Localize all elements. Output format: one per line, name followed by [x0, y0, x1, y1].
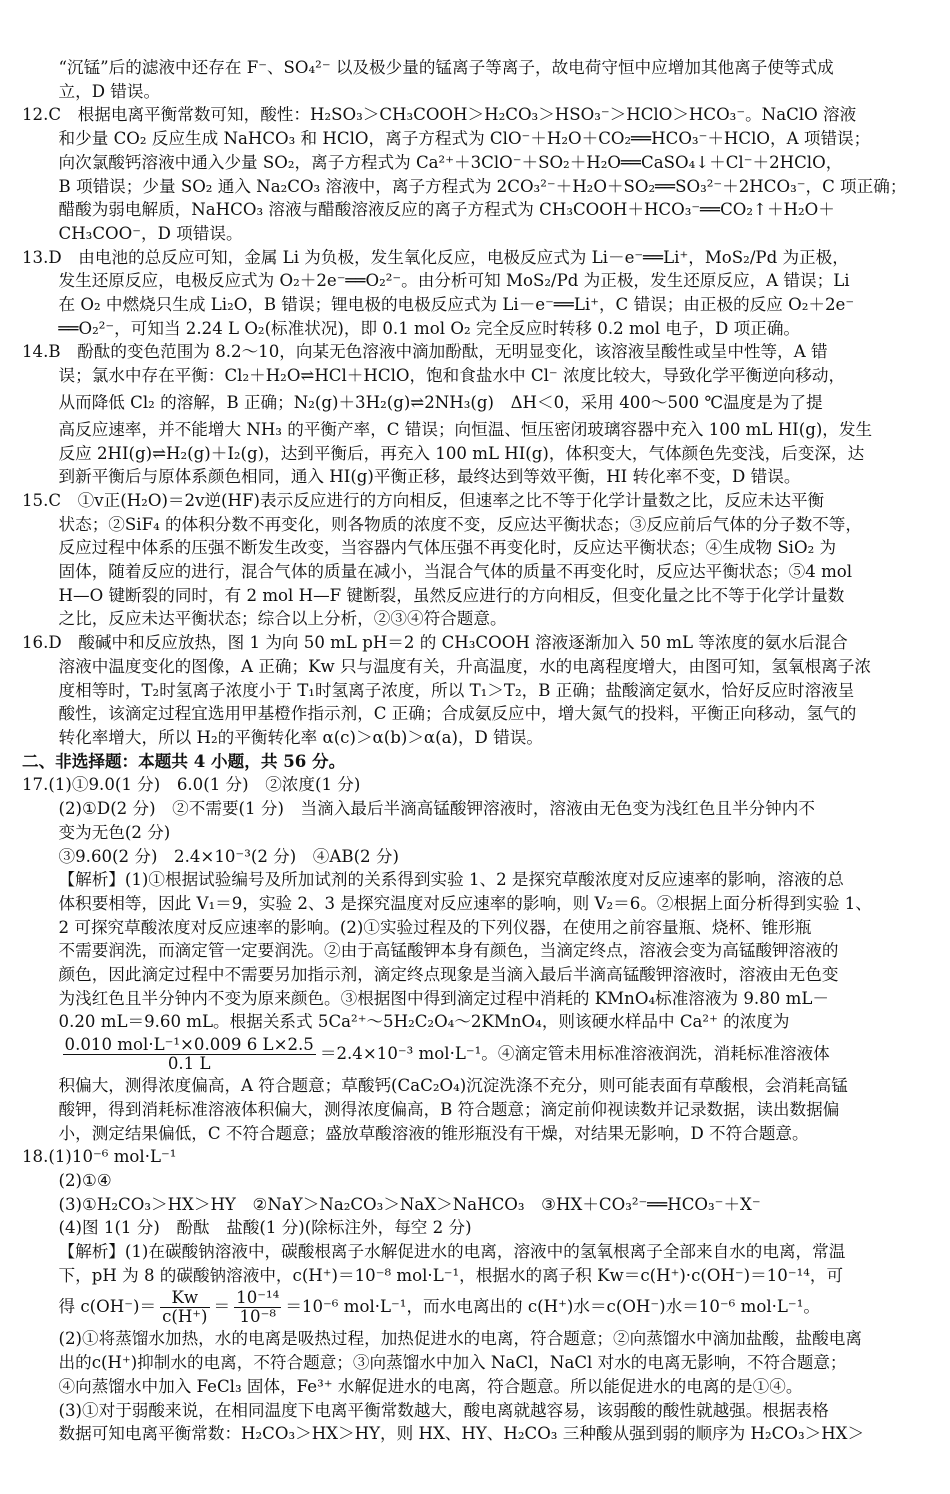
kw-fraction: [160, 1289, 209, 1326]
text-line: 小，测定结果偏低，C 不符合题意；盛放草酸溶液的锥形瓶没有干燥，对结果无影响，D 不符合题意。: [58, 1123, 809, 1143]
text-line: 2 可探究草酸浓度对反应速率的影响。(2)①实验过程及的下列仪器，在使用之前容量瓶、烧杯、锥形瓶: [58, 917, 812, 937]
text-line: 从而降低 Cl₂ 的溶解，B 正确；N₂(g)＋3H₂(g)⇌2NH₃(g) ΔH＜0，采用 400～500 ℃温度是为了提: [58, 392, 823, 412]
answer-13-line: 13.D 由电池的总反应可知，金属 Li 为负极，发生氧化反应，电极反应式为 Li－e⁻══Li⁺，MoS₂/Pd 为正极，: [22, 247, 849, 267]
text-line: (4)图 1(1 分) 酚酞 盐酸(1 分)(除标注外，每空 2 分): [58, 1218, 472, 1238]
text-line: 醋酸为弱电解质，NaHCO₃ 溶液与醋酸溶液反应的离子方程式为 CH₃COOH＋HCO₃⁻══CO₂↑＋H₂O＋: [58, 200, 835, 220]
fraction-numerator: Kw: [160, 1289, 209, 1308]
text-line: 颜色，因此滴定过程中不需要另加指示剂，滴定终点现象是当滴入最后半滴高锰酸钾溶液时，溶液由无色变: [58, 965, 839, 985]
text-line: B 项错误；少量 SO₂ 通入 Na₂CO₃ 溶液中，离子方程式为 2CO₃²⁻＋H₂O＋SO₂══SO₃²⁻＋2HCO₃⁻，C 项正确；: [58, 176, 907, 196]
fraction-denominator: 10⁻⁸: [239, 1307, 276, 1327]
analysis-line: 【解析】(1)在碳酸钠溶液中，碳酸根离子水解促进水的电离，溶液中的氢氧根离子全部来自水的电离，常温: [58, 1242, 846, 1262]
text-line: 积偏大，测得浓度偏高，A 符合题意；草酸钙(CaC₂O₄)沉淀洗涤不充分，则可能表面有草酸根，会消耗高锰: [58, 1076, 848, 1096]
text-line: 向次氯酸钙溶液中通入少量 SO₂，离子方程式为 Ca²⁺＋3ClO⁻＋SO₂＋H₂O══CaSO₄↓＋Cl⁻＋2HClO，: [58, 152, 843, 172]
text-fragment: 得 c(OH⁻)＝: [58, 1297, 157, 1317]
text-line: 固体，随着反应的进行，混合气体的质量在减小，当混合气体的质量不再变化时，反应达平衡状态；⑤4 mol: [58, 562, 853, 582]
text-line: 溶液中温度变化的图像，A 正确；Kw 只与温度有关，升高温度，水的电离程度增大，由图可知，氢氧根离子浓: [58, 656, 871, 676]
text-line: 到新平衡后与原体系颜色相同，通入 HI(g)平衡正移，最终达到等效平衡，HI 转化率不变，D 错误。: [58, 467, 801, 487]
text-line: ④向蒸馏水中加入 FeCl₃ 固体，Fe³⁺ 水解促进水的电离，符合题意。所以能促进水的电离的是①④。: [58, 1376, 803, 1396]
text-line: 之比，反应未达平衡状态；综合以上分析，②③④符合题意。: [58, 609, 507, 629]
answer-16-line: 16.D 酸碱中和反应放热，图 1 为向 50 mL pH＝2 的 CH₃COOH 溶液逐渐加入 50 mL 等浓度的氨水后混合: [22, 633, 848, 653]
fraction-denominator: 0.1 L: [167, 1054, 211, 1074]
text-line: 为浅红色且半分钟内不变为原来颜色。③根据图中得到滴定过程中消耗的 KMnO₄标准溶液为 9.80 mL－: [58, 988, 829, 1008]
text-line: 酸性，该滴定过程宜选用甲基橙作指示剂，C 正确；合成氨反应中，增大氮气的投料，平衡正向移动，氢气的: [58, 704, 857, 724]
text-line: 0.20 mL＝9.60 mL。根据关系式 5Ca²⁺～5H₂C₂O₄～2KMnO₄，则该硬水样品中 Ca²⁺ 的浓度为: [58, 1012, 790, 1032]
text-line: 立，D 错误。: [58, 81, 161, 101]
text-line: (3)①H₂CO₃＞HX＞HY ②NaY＞Na₂CO₃＞NaX＞NaHCO₃ ③HX＋CO₃²⁻══HCO₃⁻＋X⁻: [58, 1194, 761, 1214]
answer-18-line: 18.(1)10⁻⁶ mol·L⁻¹: [22, 1147, 177, 1167]
analysis-line: 【解析】(1)①根据试验编号及所加试剂的关系得到实验 1、2 是探究草酸浓度对反应速率的影响，溶液的总: [58, 870, 844, 890]
text-line: (2)①D(2 分) ②不需要(1 分) 当滴入最后半滴高锰酸钾溶液时，溶液由无色变为浅红色且半分钟内不: [58, 799, 815, 819]
fraction-line: [22, 1034, 928, 1074]
text-line: ══O₂²⁻，可知当 2.24 L O₂(标准状况)，即 0.1 mol O₂ 完全反应时转移 0.2 mol 电子，D 项正确。: [58, 318, 801, 338]
text-line: 发生还原反应，电极反应式为 O₂＋2e⁻══O₂²⁻。由分析可知 MoS₂/Pd 为正极，发生还原反应，A 错误；Li: [58, 271, 850, 291]
answer-15-line: 15.C ①v正(H₂O)＝2v逆(HF)表示反应进行的方向相反，但速率之比不等于化学计量数之比，反应未达平衡: [22, 490, 825, 510]
text-line: (3)①对于弱酸来说，在相同温度下电离平衡常数越大，酸电离就越容易，该弱酸的酸性就越强。根据表格: [58, 1400, 829, 1420]
text-line: 在 O₂ 中燃烧只生成 Li₂O，B 错误；锂电极的电极反应式为 Li－e⁻══Li⁺，C 错误；由正极的反应 O₂＋2e⁻: [58, 295, 855, 315]
answer-12-line: 12.C 根据电离平衡常数可知，酸性：H₂SO₃＞CH₃COOH＞H₂CO₃＞HSO₃⁻＞HClO＞HCO₃⁻。NaClO 溶液: [22, 105, 857, 125]
equilibrium-equation-line: [22, 388, 928, 418]
text-line: 出的c(H⁺)抑制水的电离，不符合题意；③向蒸馏水中加入 NaCl，NaCl 对水的电离无影响，不符合题意；: [58, 1353, 847, 1373]
text-line: (2)①将蒸馏水加热，水的电离是吸热过程，加热促进水的电离，符合题意；②向蒸馏水中滴加盐酸，盐酸电离: [58, 1329, 862, 1349]
text-line: CH₃COO⁻，D 项错误。: [58, 223, 243, 243]
text-line: 和少量 CO₂ 反应生成 NaHCO₃ 和 HClO，离子方程式为 ClO⁻＋H₂O＋CO₂══HCO₃⁻＋HClO，A 项错误；: [58, 129, 871, 149]
text-line: 数据可知电离平衡常数：H₂CO₃＞HX＞HY，则 HX、HY、H₂CO₃ 三种酸从强到弱的顺序为 H₂CO₃＞HX＞: [58, 1424, 865, 1444]
text-line: 下，pH 为 8 的碳酸钠溶液中，c(H⁺)＝10⁻⁸ mol·L⁻¹，根据水的离子积 Kw＝c(H⁺)·c(OH⁻)＝10⁻¹⁴，可: [58, 1265, 844, 1285]
text-line: 误；氯水中存在平衡：Cl₂＋H₂O⇌HCl＋HClO，饱和食盐水中 Cl⁻ 浓度比较大，导致化学平衡逆向移动，: [58, 366, 846, 386]
text-line: “沉锰”后的滤液中还存在 F⁻、SO₄²⁻ 以及极少量的锰离子等离子，故电荷守恒中应增加其他离子使等式成: [58, 58, 834, 77]
text-line: 体积要相等，因此 V₁＝9，实验 2、3 是探究温度对反应速率的影响，则 V₂＝6。②根据上面分析得到实验 1、: [58, 893, 872, 913]
text-line: (2)①④: [58, 1170, 112, 1190]
text-line: 酸钾，得到消耗标准溶液体积偏大，测得浓度偏高，B 符合题意；滴定前仰视读数并记录数据，读出数据偏: [58, 1099, 840, 1119]
equals-sign: ＝: [213, 1297, 231, 1317]
text-line: ＝2.4×10⁻³ mol·L⁻¹。④滴定管未用标准溶液润洗，消耗标准溶液体: [319, 1044, 830, 1064]
fraction-denominator: c(H⁺): [162, 1307, 208, 1327]
section-heading: 二、非选择题：本题共 4 小题，共 56 分。: [22, 750, 346, 771]
fraction-line: [22, 1287, 928, 1327]
text-line: 反应过程中体系的压强不断发生改变，当容器内气体压强不再变化时，反应达平衡状态；④生成物 SiO₂ 为: [58, 538, 837, 558]
text-line: 不需要润洗，而滴定管一定要润洗。②由于高锰酸钾本身有颜色，当滴定终点，溶液会变为高锰酸钾溶液的: [58, 941, 839, 961]
fraction-numerator: 0.010 mol·L⁻¹×0.009 6 L×2.5: [64, 1035, 314, 1055]
text-line: 状态；②SiF₄ 的体积分数不再变化，则各物质的浓度不变，反应达平衡状态；③反应前后气体的分子数不等，: [58, 514, 862, 534]
concentration-fraction: [63, 1036, 316, 1073]
text-line: 高反应速率，并不能增大 NH₃ 的平衡产率，C 错误；向恒温、恒压密闭玻璃容器中充入 100 mL HI(g)，发生: [58, 419, 873, 439]
text-line: 转化率增大，所以 H₂的平衡转化率 α(c)＞α(b)＞α(a)，D 错误。: [58, 727, 543, 747]
text-line: 反应 2HI(g)⇌H₂(g)＋I₂(g)，达到平衡后，再充入 100 mL HI(g)，体积变大，气体颜色先变浅，后变深，达: [58, 443, 865, 463]
text-fragment: ＝10⁻⁶ mol·L⁻¹，而水电离出的 c(H⁺)水＝c(OH⁻)水＝10⁻⁶ mol·L⁻¹。: [285, 1297, 820, 1317]
text-line: 变为无色(2 分): [58, 822, 171, 842]
text-line: H—O 键断裂的同时，有 2 mol H—F 键断裂，虽然反应进行的方向相反，但变化量之比不等于化学计量数: [58, 585, 845, 605]
text-line: 度相等时，T₂时氢离子浓度小于 T₁时氢离子浓度，所以 T₁＞T₂，B 正确；盐酸滴定氨水，恰好反应时溶液呈: [58, 680, 855, 700]
answer-14-line: 14.B 酚酞的变色范围为 8.2～10，向某无色溶液中滴加酚酞，无明显变化，该溶液呈酸性或呈中性等，A 错: [22, 342, 828, 362]
answer-17-line: 17.(1)①9.0(1 分) 6.0(1 分) ②浓度(1 分): [22, 775, 361, 795]
text-line: ③9.60(2 分) 2.4×10⁻³(2 分) ④AB(2 分): [58, 846, 399, 866]
power-fraction: [234, 1289, 281, 1326]
fraction-numerator: 10⁻¹⁴: [236, 1288, 280, 1308]
